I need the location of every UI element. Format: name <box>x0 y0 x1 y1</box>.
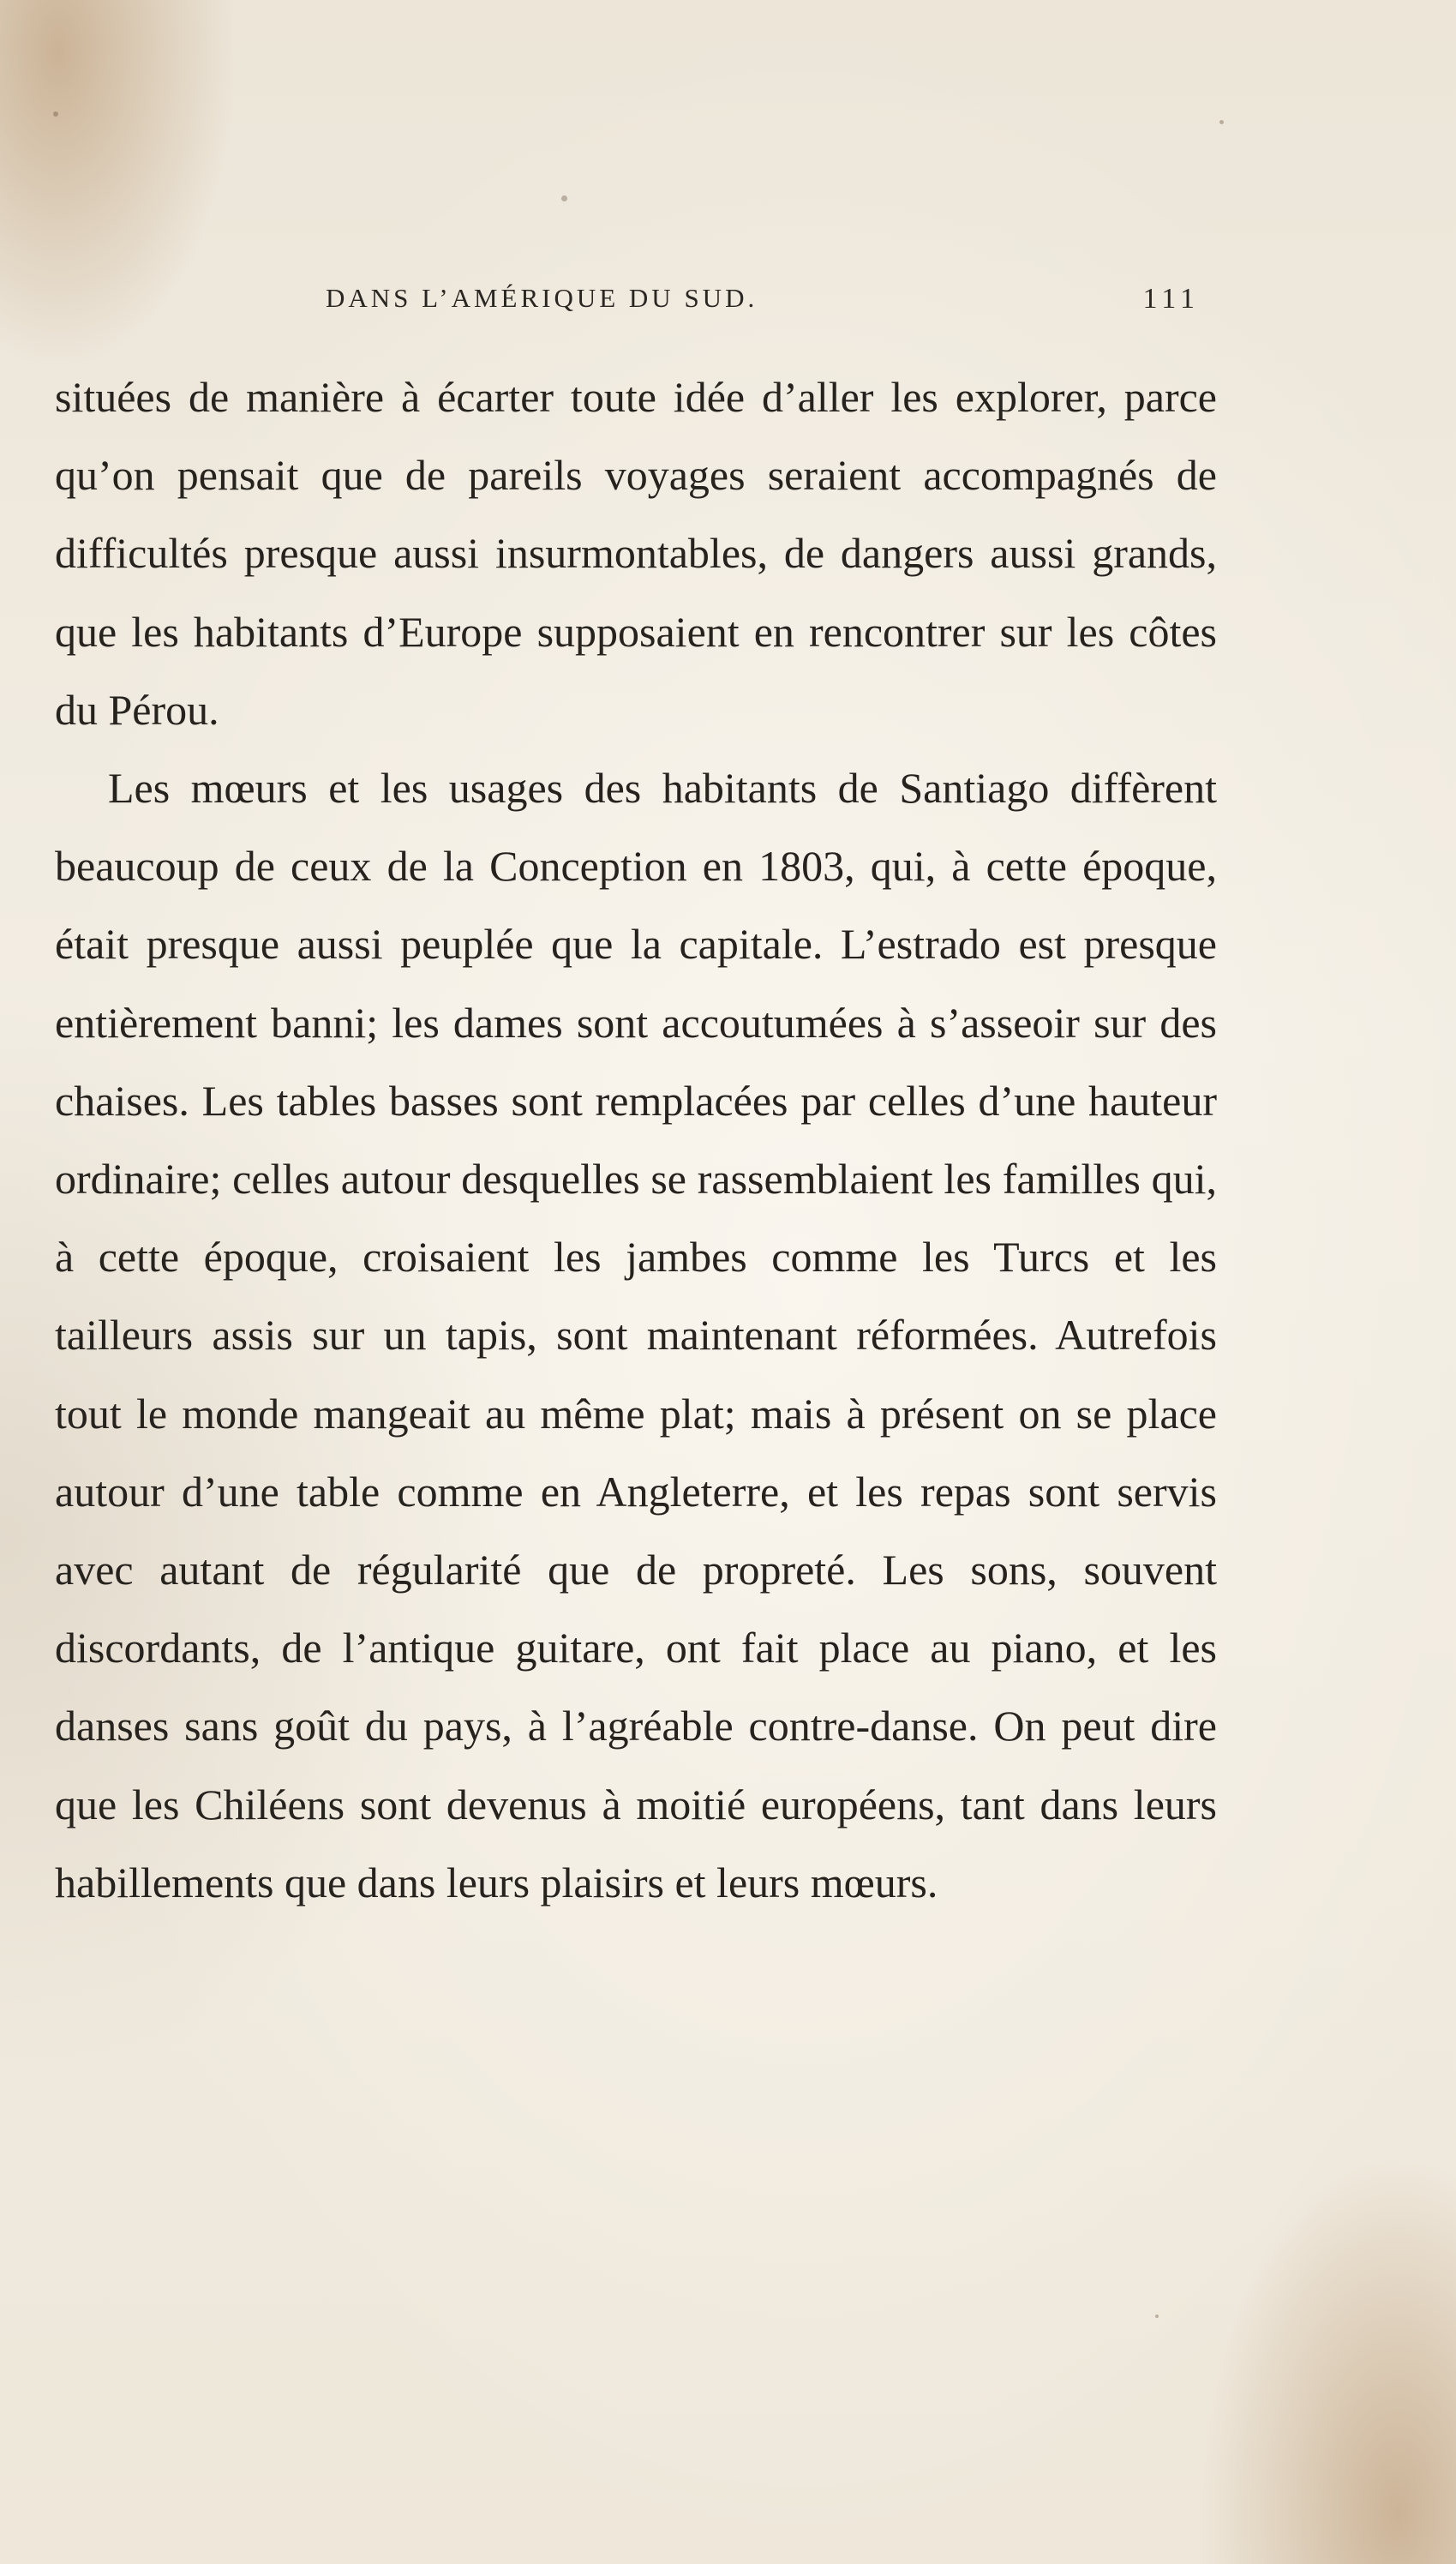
body-text <box>55 358 1217 1922</box>
paper-speck <box>1155 2315 1159 2318</box>
paper-speck <box>1219 120 1224 124</box>
page-header <box>326 283 1208 326</box>
paragraph: Les mœurs et les usages des habitants de Santiago diffèrent beaucoup de ceux de la Conception en 1803, qui, à cette époque, était presque aussi peuplée que la capitale. L’estrado est presque entièrement banni; les dames sont accoutumées à s’asseoir sur des chaises. Les tables basses sont remplacées par celles d’une hauteur ordinaire; celles autour desquelles se rassemblaient les familles qui, à cette époque, croisaient les jambes comme les Turcs et les tailleurs assis sur un tapis, sont maintenant réformées. Autrefois tout le monde mangeait au même plat; mais à présent on se place autour d’une table comme en Angleterre, et les repas sont servis avec autant de régularité que de propreté. Les sons, souvent discordants, de l’antique guitare, ont fait place au piano, et les danses sans goût du pays, à l’agréable contre-danse. On peut dire que les Chiléens sont devenus à moitié européens, tant dans leurs habillements que dans leurs plaisirs et leurs mœurs. <box>55 764 1217 1906</box>
paper-speck <box>561 195 567 201</box>
paragraph: situées de manière à écarter toute idée d’aller les explorer, parce qu’on pensait que de pareils voyages seraient accompagnés de difficultés presque aussi insurmontables, de dangers aussi grands, que les habitants d’Europe supposaient en rencontrer sur les côtes du Pérou. <box>55 373 1217 734</box>
page-number: 111 <box>1142 283 1200 315</box>
paper-speck <box>53 111 58 117</box>
running-head: DANS L’AMÉRIQUE DU SUD. <box>326 283 758 313</box>
